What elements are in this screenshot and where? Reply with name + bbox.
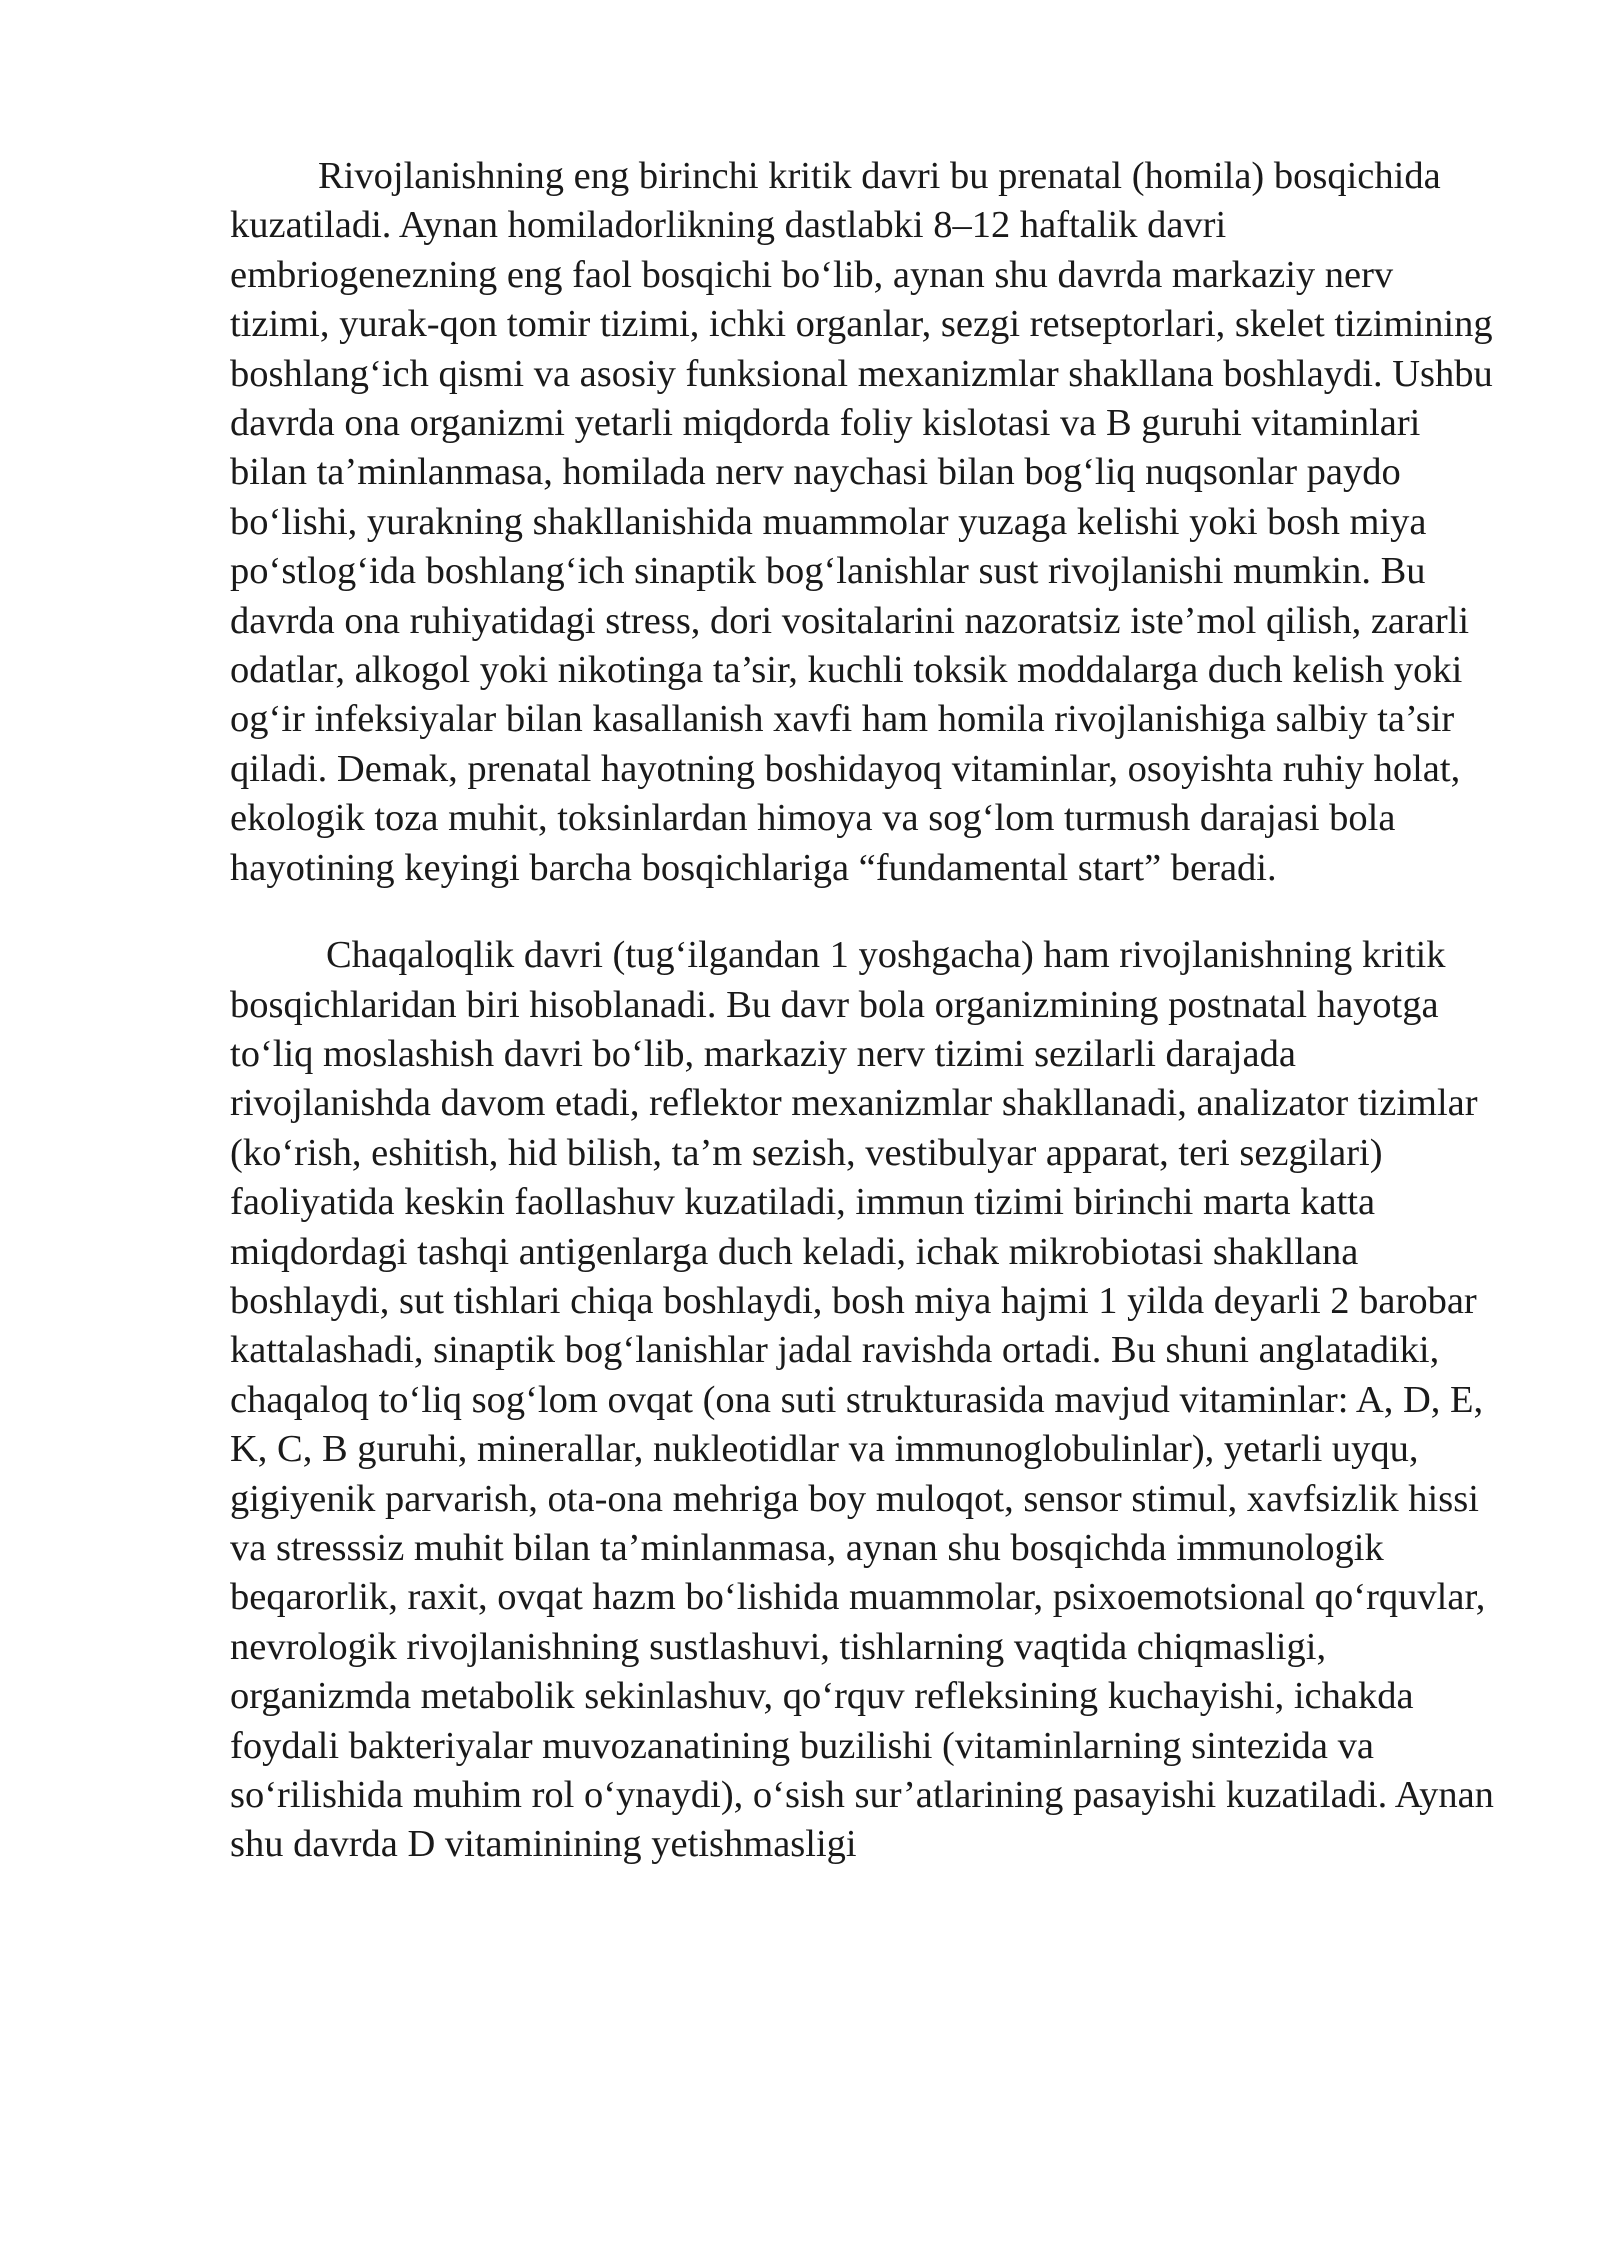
document-body [230, 152, 1500, 1870]
paragraph-infancy-period: Chaqaloqlik davri (tug‘ilgandan 1 yoshgacha) ham rivojlanishning kritik bosqichlaridan biri hisoblanadi. Bu davr bola organizmining postnatal hayotga to‘liq moslashish davri bo‘lib, markaziy nerv tizimi sezilarli darajada rivojlanishda davom etadi, reflektor mexanizmlar shakllanadi, analizator tizimlar (ko‘rish, eshitish, hid bilish, ta’m sezish, vestibulyar apparat, teri sezgilari) faoliyatida keskin faollashuv kuzatiladi, immun tizimi birinchi marta katta miqdordagi tashqi antigenlarga duch keladi, ichak mikrobiotasi shakllana boshlaydi, sut tishlari chiqa boshlaydi, bosh miya hajmi 1 yilda deyarli 2 barobar kattalashadi, sinaptik bog‘lanishlar jadal ravishda ortadi. Bu shuni anglatadiki, chaqaloq to‘liq sog‘lom ovqat (ona suti strukturasida mavjud vitaminlar: A, D, E, K, C, B guruhi, minerallar, nukleotidlar va immunoglobulinlar), yetarli uyqu, gigiyenik parvarish, ota-ona mehriga boy muloqot, sensor stimul, xavfsizlik hissi va stresssiz muhit bilan ta’minlanmasa, aynan shu bosqichda immunologik beqarorlik, raxit, ovqat hazm bo‘lishida muammolar, psixoemotsional qo‘rquvlar, nevrologik rivojlanishning sustlashuvi, tishlarning vaqtida chiqmasligi, organizmda metabolik sekinlashuv, qo‘rquv refleksining kuchayishi, ichakda foydali bakteriyalar muvozanatining buzilishi (vitaminlarning sintezida va so‘rilishida muhim rol o‘ynaydi), o‘sish sur’atlarining pasayishi kuzatiladi. Aynan shu davrda D vitaminining yetishmasligi [230, 934, 1494, 1866]
paragraph-prenatal-period: Rivojlanishning eng birinchi kritik davri bu prenatal (homila) bosqichida kuzatiladi. Aynan homiladorlikning dastlabki 8–12 haftalik davri embriogenezning eng faol bosqichi bo‘lib, aynan shu davrda markaziy nerv tizimi, yurak-qon tomir tizimi, ichki organlar, sezgi retseptorlari, skelet tizimining boshlang‘ich qismi va asosiy funksional mexanizmlar shakllana boshlaydi. Ushbu davrda ona organizmi yetarli miqdorda foliy kislotasi va B guruhi vitaminlari bilan ta’minlanmasa, homilada nerv naychasi bilan bog‘liq nuqsonlar paydo bo‘lishi, yurakning shakllanishida muammolar yuzaga kelishi yoki bosh miya po‘stlog‘ida boshlang‘ich sinaptik bog‘lanishlar sust rivojlanishi mumkin. Bu davrda ona ruhiyatidagi stress, dori vositalarini nazoratsiz iste’mol qilish, zararli odatlar, alkogol yoki nikotinga ta’sir, kuchli toksik moddalarga duch kelish yoki og‘ir infeksiyalar bilan kasallanish xavfi ham homila rivojlanishiga salbiy ta’sir qiladi. Demak, prenatal hayotning boshidayoq vitaminlar, osoyishta ruhiy holat, ekologik toza muhit, toksinlardan himoya va sog‘lom turmush darajasi bola hayotining keyingi barcha bosqichlariga “fundamental start” beradi. [230, 155, 1493, 889]
